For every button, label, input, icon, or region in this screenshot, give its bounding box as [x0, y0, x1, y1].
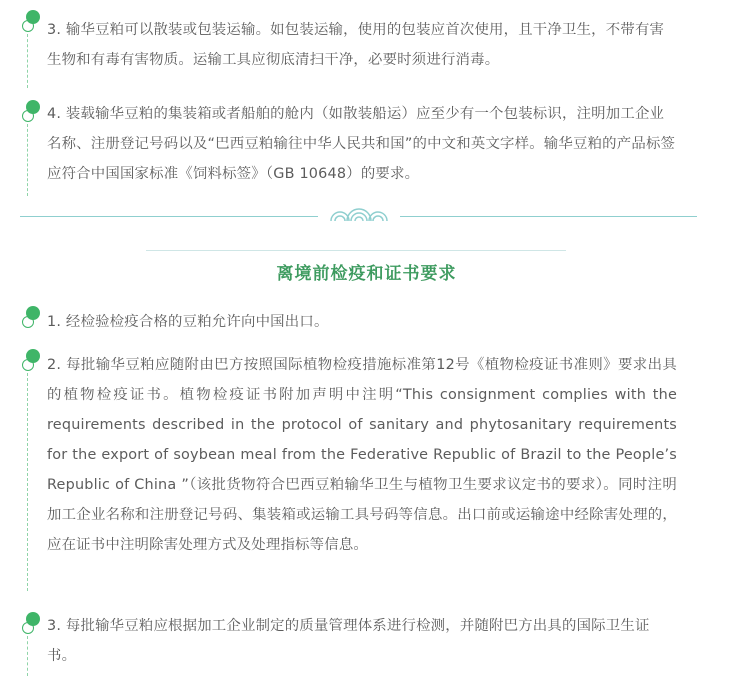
divider-line-right — [400, 216, 697, 217]
dashed-connector — [27, 124, 28, 196]
item-text: 2. 每批输华豆粕应随附由巴方按照国际植物检疫措施标准第12号《植物检疫证书准则》要求出具的植物检疫证书。植物检疫证书附加声明中注明“This consignment complies with the requirements described in the protocol of sanitary and phytosanitary requirements for the export of soybean meal from the Federative Republic of Brazil to the People’s Republic of China ”（该批货物符合巴西豆粕输华卫生与植物卫生要求议定书的要求）。同时注明加工企业名称和注册登记号码、集装箱或运输工具号码等信息。出口前或运输途中经除害处理的，应在证书中注明除害处理方式及处理指标等信息。 — [47, 357, 677, 553]
dashed-connector — [27, 373, 28, 591]
section-divider — [20, 193, 697, 233]
bullet-dot-icon — [26, 306, 40, 320]
item-text: 3. 每批输华豆粕应根据加工企业制定的质量管理体系进行检测，并随附巴方出具的国际卫生证书。 — [47, 618, 650, 664]
divider-line-left — [20, 216, 318, 217]
item-text: 3. 输华豆粕可以散装或包装运输。如包装运输，使用的包装应首次使用，且干净卫生，不带有害生物和有毒有害物质。运输工具应彻底清扫干净，必要时须进行消毒。 — [47, 22, 665, 68]
bullet-dot-icon — [26, 10, 40, 24]
bullet-dot-icon — [26, 612, 40, 626]
dashed-connector — [27, 636, 28, 676]
bullet-dot-icon — [26, 349, 40, 363]
title-rule — [146, 250, 566, 251]
item-text: 1. 经检验检疫合格的豆粕允许向中国出口。 — [47, 314, 329, 330]
cloud-ornament-icon — [327, 197, 391, 223]
item-text: 4. 装载输华豆粕的集装箱或者船舶的舱内（如散装船运）应至少有一个包装标识，注明加工企业名称、注册登记号码以及“巴西豆粕输往中华人民共和国”的中文和英文字样。输华豆粕的产品标签应符合中国国家标准《饲料标签》（GB 10648）的要求。 — [47, 106, 676, 182]
bullet-dot-icon — [26, 100, 40, 114]
section-title: 离境前检疫和证书要求 — [276, 264, 457, 284]
dashed-connector — [27, 34, 28, 88]
